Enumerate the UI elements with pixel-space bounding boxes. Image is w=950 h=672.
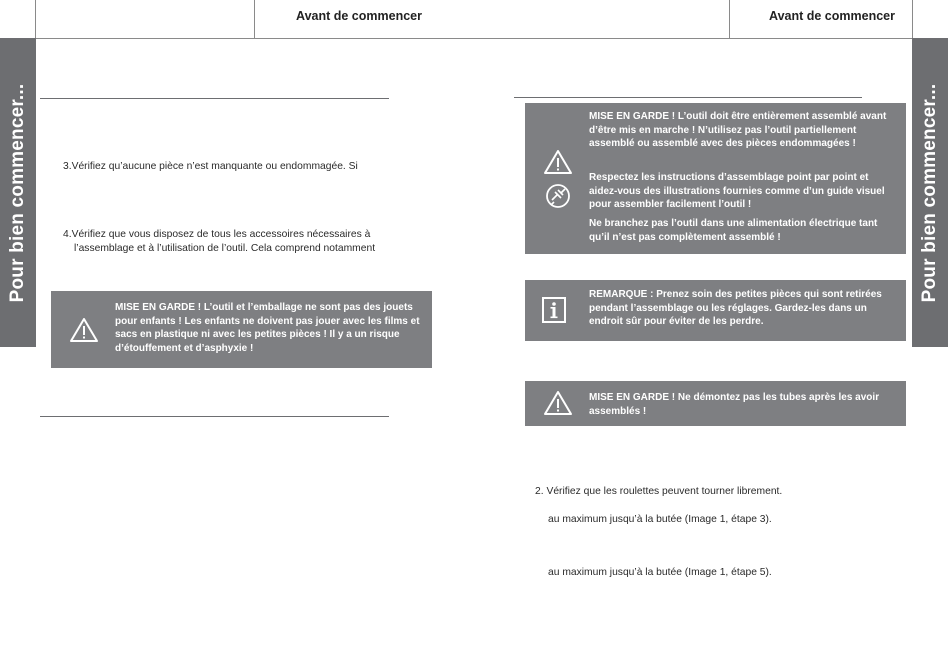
header-rule-left <box>36 38 476 39</box>
header-rule-right <box>476 38 913 39</box>
step-5-butee-text: au maximum jusqu’à la butée (Image 1, étape 5). <box>548 567 772 578</box>
info-icon <box>541 296 567 324</box>
step-3-text: 3.Vérifiez qu’aucune pièce n’est manquante ou endommagée. Si <box>63 161 358 172</box>
step-4-text-line-1: 4.Vérifiez que vous disposez de tous les accessoires nécessaires à <box>63 229 371 240</box>
unplug-icon <box>545 183 571 209</box>
step-3-butee-text: au maximum jusqu’à la butée (Image 1, étape 3). <box>548 514 772 525</box>
side-tab-left-label: Pour bien commencer... <box>7 83 28 302</box>
header-divider-left <box>254 0 255 39</box>
section-rule-top-left <box>40 98 389 99</box>
warning-box-tubes <box>525 381 906 426</box>
section-rule-top-right <box>514 97 862 98</box>
header-divider-left-edge <box>35 0 36 39</box>
header-divider-right <box>729 0 730 39</box>
warning-box-children <box>51 291 432 368</box>
warning-triangle-icon <box>69 317 99 343</box>
step-2-text: 2. Vérifiez que les roulettes peuvent tourner librement. <box>535 486 783 497</box>
warning-assembly-text-3: Ne branchez pas l’outil dans une alimentation électrique tant qu’il n’est pas complètement assemblé ! <box>589 218 878 243</box>
note-small-parts-text: REMARQUE : Prenez soin des petites pièces qui sont retirées pendant l’assemblage ou les réglages. Gardez-les dans un endroit sûr pour éviter de les perdre. <box>589 289 882 328</box>
step-4-text-line-2: l’assemblage et à l’utilisation de l’outil. Cela comprend notamment <box>74 243 376 254</box>
warning-children-text: MISE EN GARDE ! L’outil et l’emballage ne sont pas des jouets pour enfants ! Les enfants ne doivent pas jouer avec les films et sacs en plastique ni avec les petites pièces ! Il y a un risque d’étouffement et d’asphyxie ! <box>115 302 420 354</box>
header-divider-right-edge <box>912 0 913 39</box>
header-title-left: Avant de commencer <box>296 9 422 23</box>
warning-triangle-icon <box>543 149 573 175</box>
note-box-small-parts <box>525 280 906 341</box>
warning-triangle-icon <box>543 390 573 416</box>
warning-tubes-text: MISE EN GARDE ! Ne démontez pas les tubes après les avoir assemblés ! <box>589 392 880 417</box>
warning-assembly-text-2: Respectez les instructions d’assemblage point par point et aidez-vous des illustrations fournies comme d’un guide visuel pour assembler facilement l’outil ! <box>589 172 885 211</box>
section-rule-bottom-left <box>40 416 389 417</box>
header-title-right: Avant de commencer <box>769 9 895 23</box>
warning-assembly-text-1: MISE EN GARDE ! L’outil doit être entièrement assemblé avant d’être mis en marche ! N’utilisez pas l’outil partiellement assemblé ou assemblé avec des pièces endommagées ! <box>589 111 887 150</box>
side-tab-right <box>912 38 948 347</box>
warning-box-assembly <box>525 103 906 254</box>
side-tab-right-label: Pour bien commencer... <box>919 83 940 302</box>
side-tab-left <box>0 38 36 347</box>
